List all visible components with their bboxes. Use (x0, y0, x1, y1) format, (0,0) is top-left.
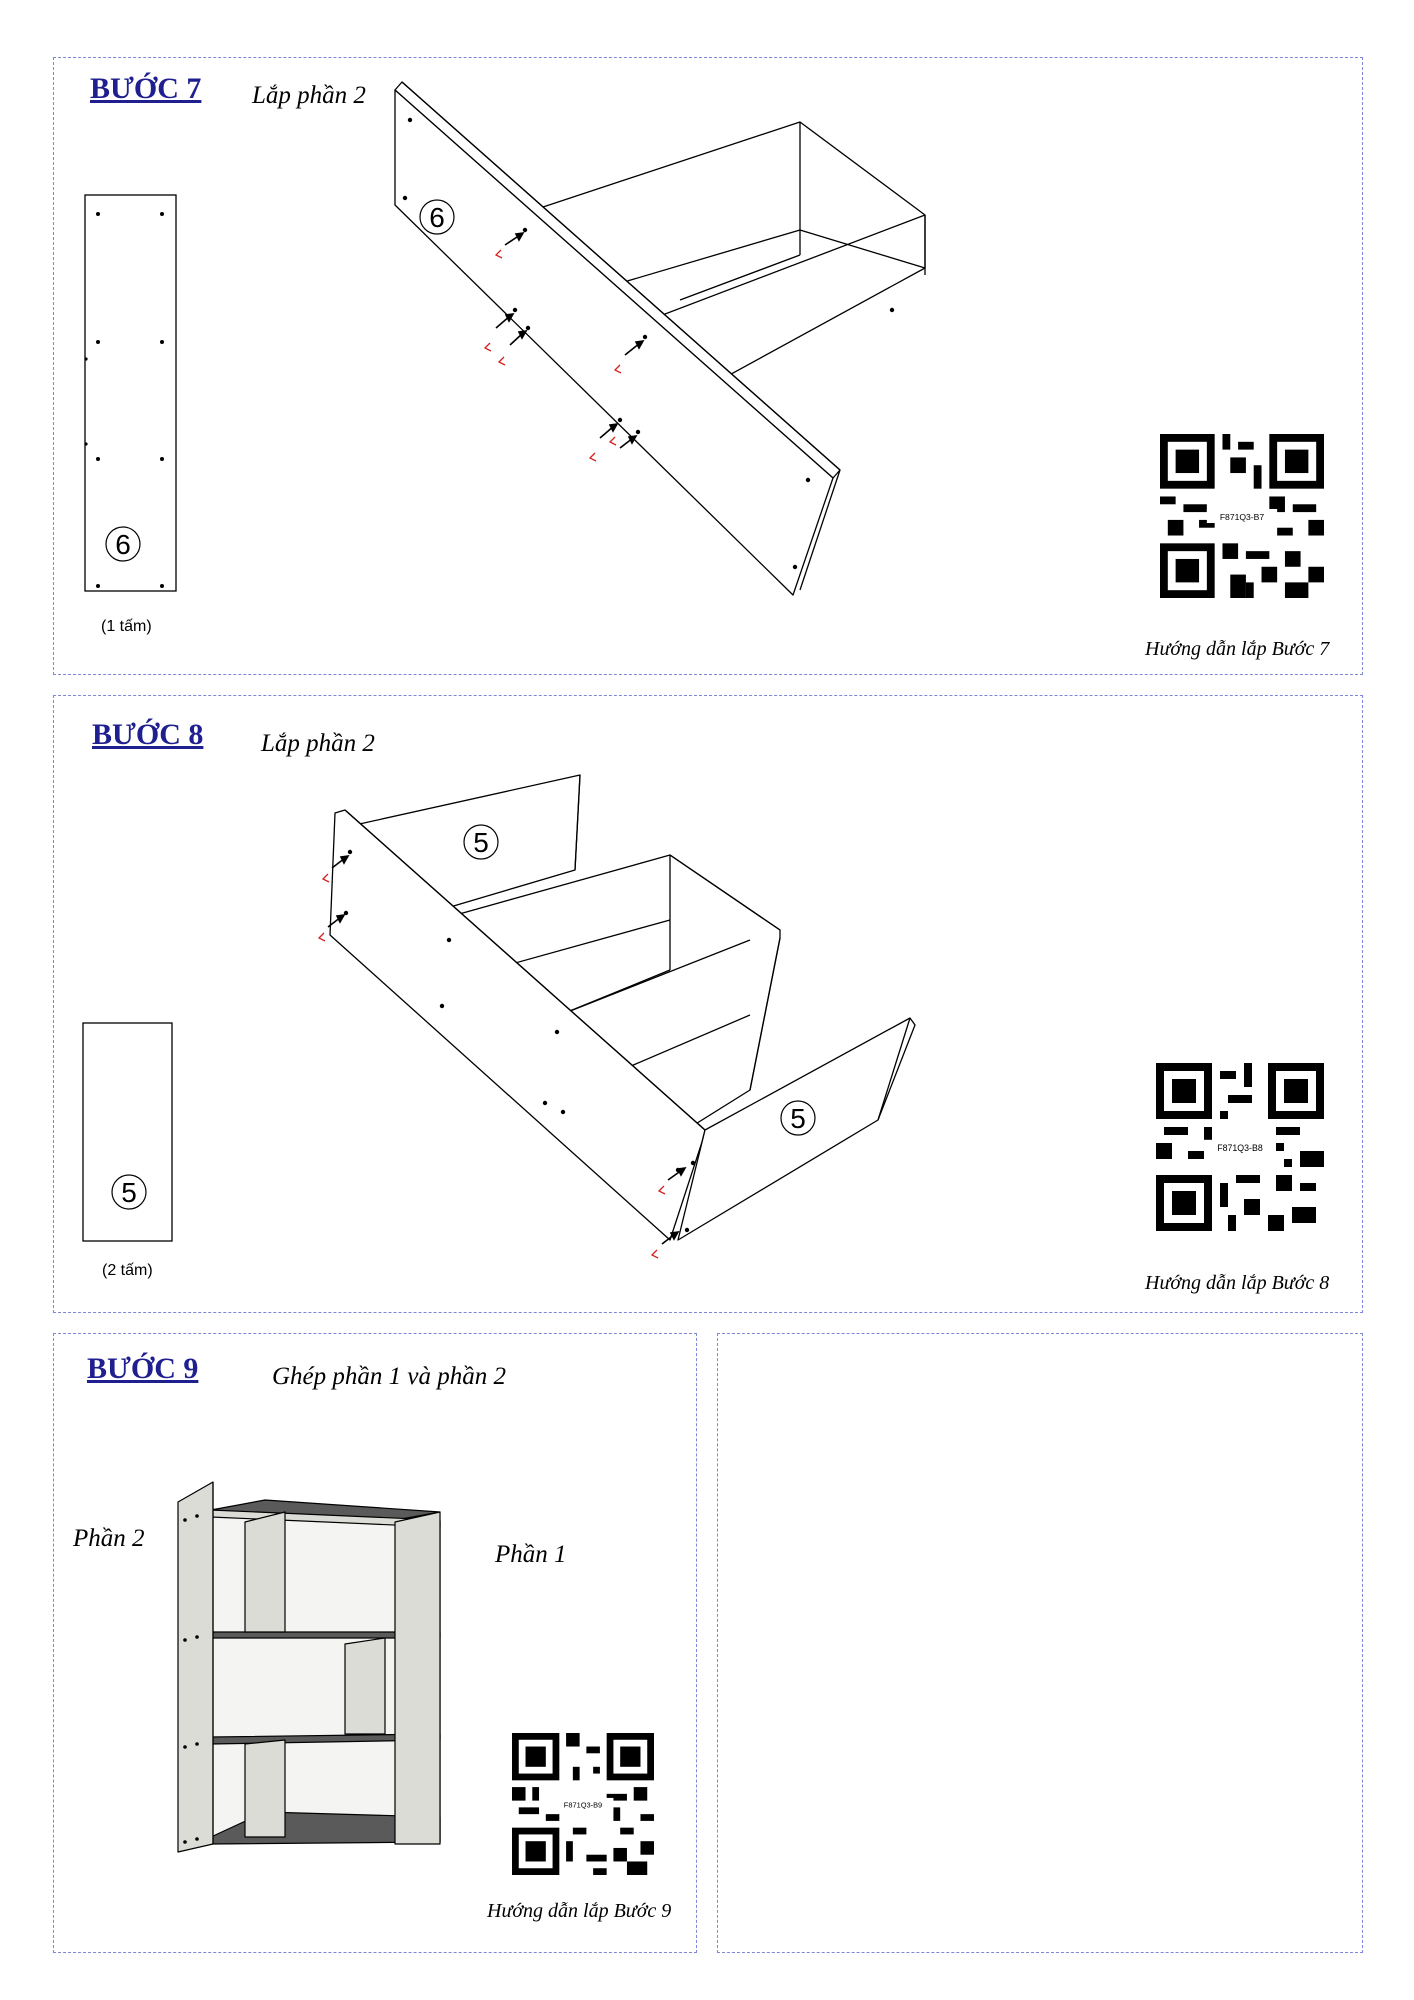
step8-qr-label: F871Q3-B8 (1217, 1143, 1263, 1153)
step9-title: BƯỚC 9 (87, 1352, 199, 1385)
step7-qr-code (1160, 434, 1324, 598)
step8-bottom-number: 5 (790, 1103, 806, 1134)
step9-part1-label: Phần 1 (495, 1541, 567, 1568)
step8-top-number: 5 (473, 827, 489, 858)
step7-count: (1 tấm) (101, 618, 152, 635)
step7-qr-label: F871Q3-B7 (1219, 511, 1265, 522)
step7-caption: Hướng dẫn lắp Bước 7 (1145, 638, 1330, 660)
step7-subtitle: Lắp phần 2 (252, 82, 366, 109)
step7-part-number: 6 (115, 529, 131, 560)
step9-caption: Hướng dẫn lắp Bước 9 (487, 1900, 672, 1922)
step8-subtitle: Lắp phần 2 (261, 730, 375, 757)
step7-title: BƯỚC 7 (90, 72, 202, 105)
step8-part-number: 5 (121, 1177, 137, 1208)
step9-qr-code (512, 1733, 654, 1875)
step9-qr-label: F871Q3-B9 (563, 1800, 603, 1810)
step8-assembly-illustration (310, 770, 920, 1260)
step8-part-panel (82, 1022, 174, 1244)
step7-assembly-illustration (380, 80, 940, 600)
step7-part-panel (84, 194, 180, 594)
step8-title: BƯỚC 8 (92, 718, 204, 751)
empty-panel (717, 1333, 1363, 1953)
step8-qr-code (1156, 1063, 1324, 1231)
step9-shelf-illustration (175, 1482, 445, 1852)
step9-subtitle: Ghép phần 1 và phần 2 (272, 1363, 506, 1390)
step7-assembly-number: 6 (429, 202, 445, 233)
step8-caption: Hướng dẫn lắp Bước 8 (1145, 1272, 1330, 1294)
step9-part2-label: Phần 2 (73, 1525, 145, 1552)
step8-count: (2 tấm) (102, 1262, 153, 1279)
